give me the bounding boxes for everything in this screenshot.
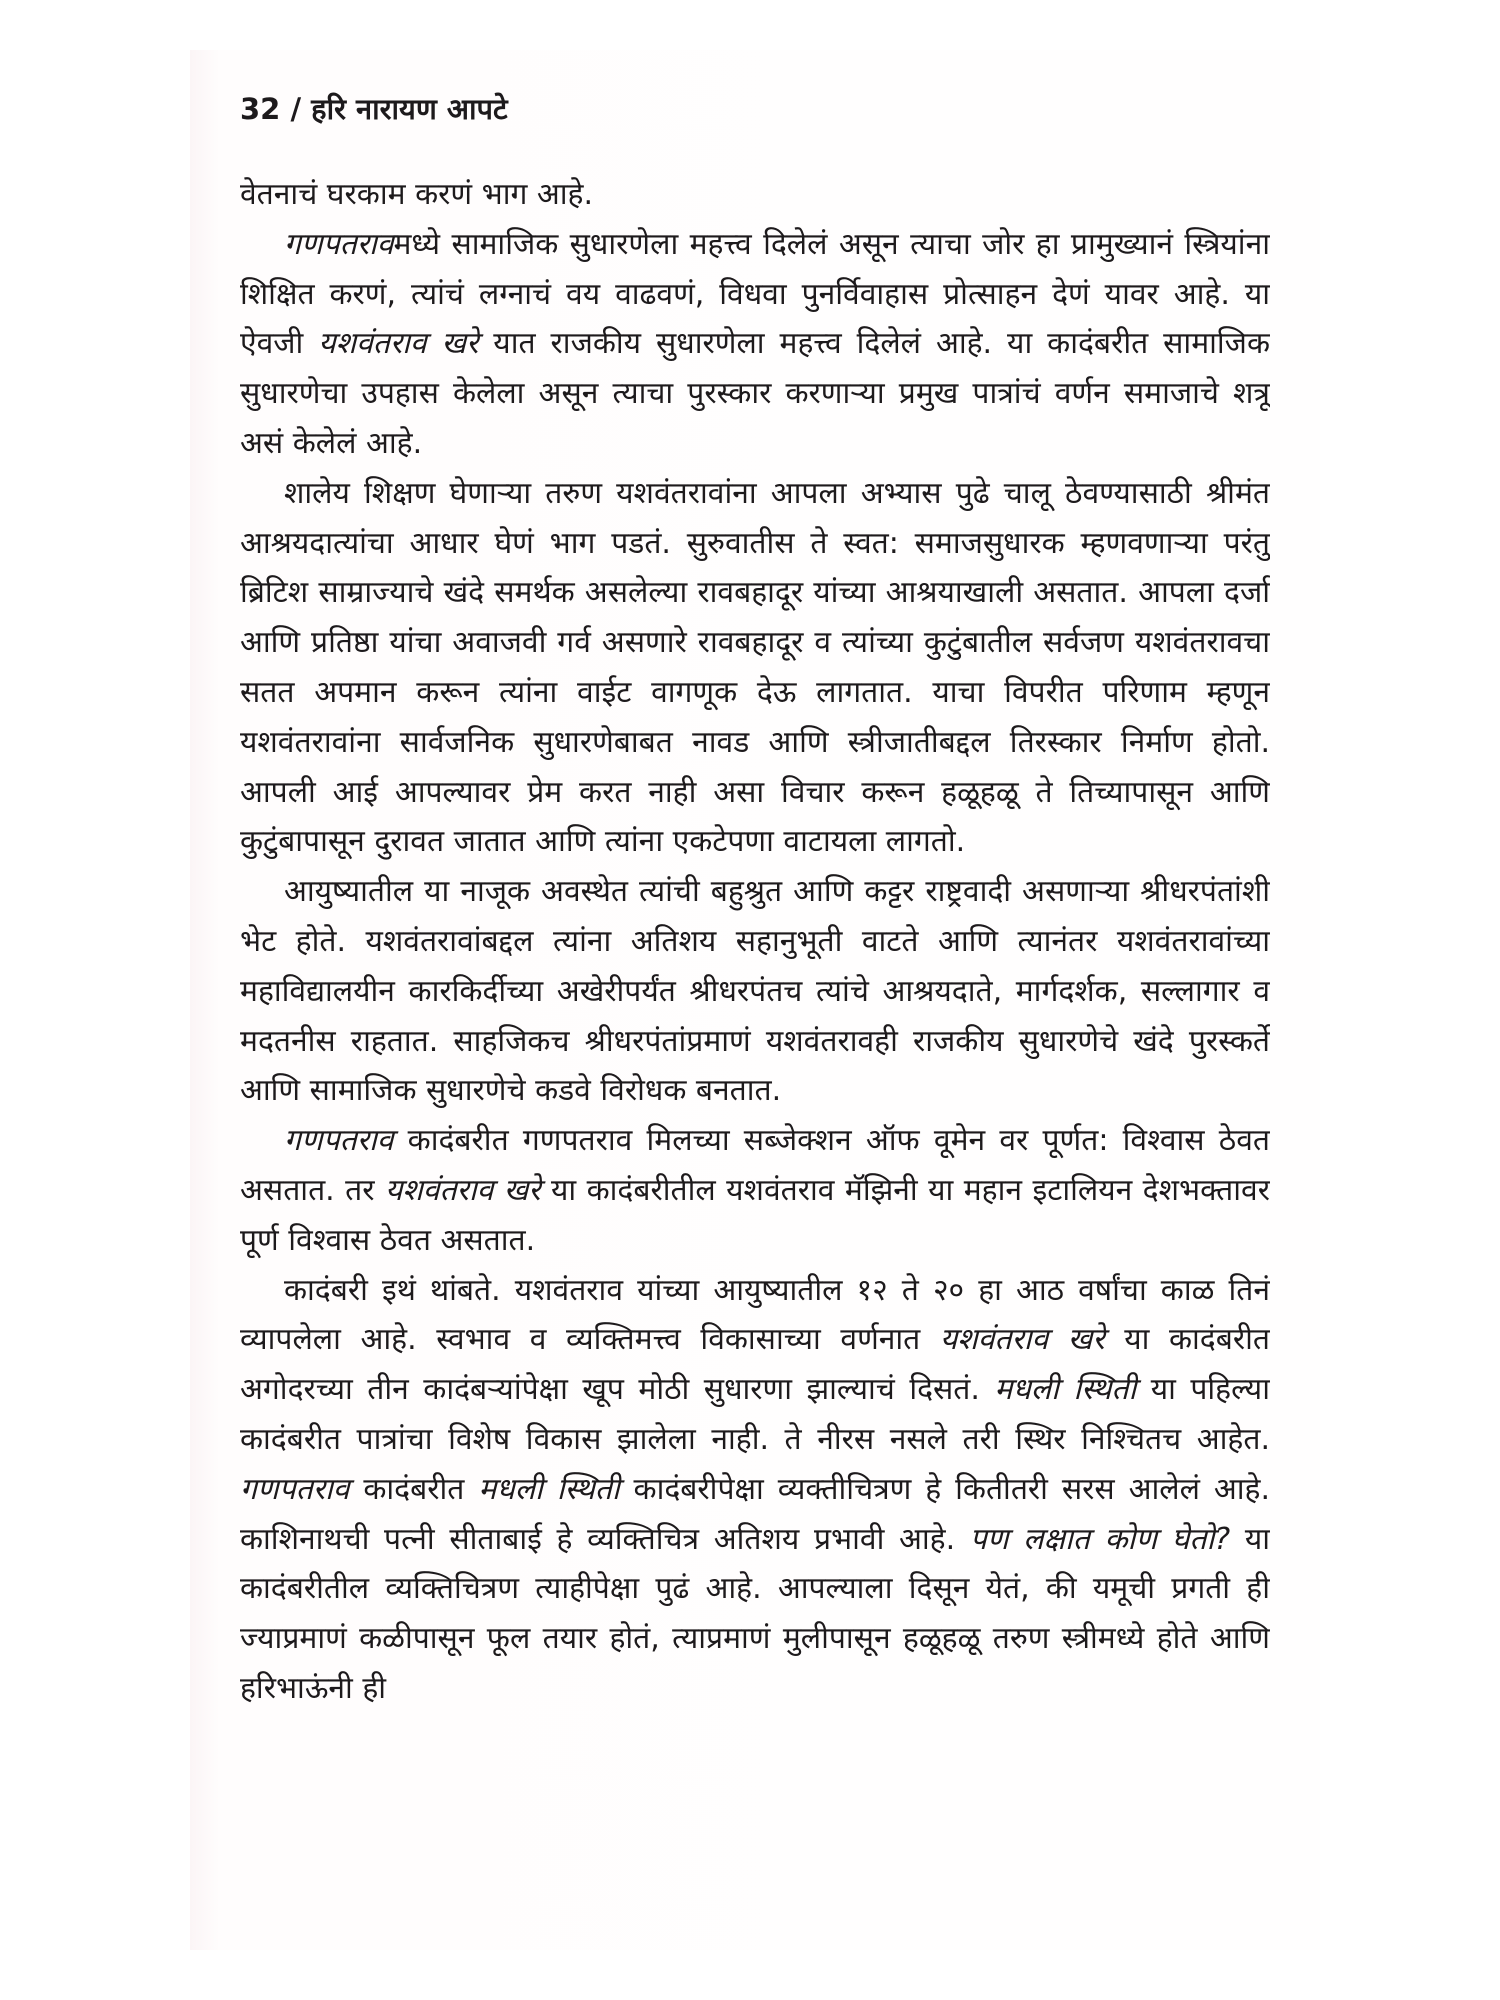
- paragraph-text: कादंबरीत गणपतराव मिलच्या सब्जेक्शन ऑफ वूमेन वर पूर्णत: विश्वास ठेवत असतात. तर: [240, 1123, 1270, 1208]
- page-number: 32: [240, 92, 281, 126]
- italic-title-text: पण लक्षात कोण घेतो?: [969, 1521, 1231, 1557]
- paragraph: [240, 1116, 1270, 1265]
- italic-title-text: गणपतराव: [240, 1471, 350, 1507]
- paragraph-text: कादंबरी इथं थांबते. यशवंतराव यांच्या आयुष्यातील १२ ते २० हा आठ वर्षांचा काळ तिनं व्यापलेला आहे. स्वभाव व व्यक्तिमत्त्व विकासाच्या वर्णनात: [240, 1272, 1270, 1358]
- paragraph-text: शालेय शिक्षण घेणाऱ्या तरुण यशवंतरावांना आपला अभ्यास पुढे चालू ठेवण्यासाठी श्रीमंत आश्रयदात्यांचा आधार घेणं भाग पडतं. सुरुवातीस ते स्वत: समाजसुधारक म्हणवणाऱ्या परंतु ब्रिटिश साम्राज्याचे खंदे समर्थक असलेल्या रावबहादूर यांच्या आश्रयाखाली असतात. आपला दर्जा आणि प्रतिष्ठा यांचा अवाजवी गर्व असणारे रावबहादूर व त्यांच्या कुटुंबातील सर्वजण यशवंतरावचा सतत अपमान करून त्यांना वाईट वागणूक देऊ लागतात. याचा विपरीत परिणाम म्हणून यशवंतरावांना सार्वजनिक सुधारणेबाबत नावड आणि स्त्रीजातीबद्दल तिरस्कार निर्माण होतो. आपली आई आपल्यावर प्रेम करत नाही असा विचार करून हळूहळू ते तिच्यापासून आणि कुटुंबापासून दुरावत जातात आणि त्यांना एकटेपणा वाटायला लागतो.: [240, 475, 1270, 860]
- italic-title-text: गणपतराव: [284, 226, 394, 262]
- paragraph-text: कादंबरीपेक्षा व्यक्तीचित्रण हे कितीतरी सरस आलेलं आहे. काशिनाथची पत्नी सीताबाई हे व्यक्तिचित्र अतिशय प्रभावी आहे.: [240, 1471, 1270, 1557]
- italic-title-text: मधली स्थिती: [478, 1471, 620, 1507]
- paragraph-text: या पहिल्या कादंबरीत पात्रांचा विशेष विकास झालेला नाही. ते नीरस नसले तरी स्थिर निश्चितच आहेत.: [240, 1372, 1270, 1457]
- book-page: [240, 92, 1270, 1932]
- paragraph-text: या कादंबरीतील व्यक्तिचित्रण त्याहीपेक्षा पुढं आहे. आपल्याला दिसून येतं, की यमूची प्रगती ही ज्याप्रमाणं कळीपासून फूल तयार होतं, त्याप्रमाणं मुलीपासून हळूहळू तरुण स्त्रीमध्ये होते आणि हरिभाऊंनी ही: [240, 1521, 1270, 1706]
- paragraph: [240, 170, 1270, 220]
- paragraph: [240, 220, 1270, 469]
- paragraph: [240, 469, 1270, 867]
- italic-title-text: गणपतराव: [284, 1123, 394, 1159]
- italic-title-text: यशवंतराव खरे: [384, 1172, 541, 1208]
- paragraph-text: वेतनाचं घरकाम करणं भाग आहे.: [240, 177, 594, 212]
- paragraph-text: यात राजकीय सुधारणेला महत्त्व दिलेलं आहे. या कादंबरीत सामाजिक सुधारणेचा उपहास केलेला असून त्याचा पुरस्कार करणाऱ्या प्रमुख पात्रांचं वर्णन समाजाचे शत्रू असं केलेलं आहे.: [240, 326, 1270, 461]
- paragraph-text: या कादंबरीतील यशवंतराव मॅझिनी या महान इटालियन देशभक्तावर पूर्ण विश्वास ठेवत असतात.: [240, 1172, 1270, 1258]
- italic-title-text: यशवंतराव खरे: [939, 1322, 1105, 1358]
- paragraph: [240, 1266, 1270, 1714]
- paragraph-text: मध्ये सामाजिक सुधारणेला महत्त्व दिलेलं असून त्याचा जोर हा प्रामुख्यानं स्त्रियांना शिक्षित करणं, त्यांचं लग्नाचं वय वाढवणं, विधवा पुनर्विवाहास प्रोत्साहन देणं यावर आहे. या ऐवजी: [240, 226, 1270, 362]
- body-text: [240, 170, 1270, 1714]
- paragraph-text: आयुष्यातील या नाजूक अवस्थेत त्यांची बहुश्रुत आणि कट्टर राष्ट्रवादी असणाऱ्या श्रीधरपंतांशी भेट होते. यशवंतरावांबद्दल त्यांना अतिशय सहानुभूती वाटते आणि त्यानंतर यशवंतरावांच्या महाविद्यालयीन कारकिर्दीच्या अखेरीपर्यंत श्रीधरपंतच त्यांचे आश्रयदाते, मार्गदर्शक, सल्लागार व मदतनीस राहतात. साहजिकच श्रीधरपंतांप्रमाणं यशवंतरावही राजकीय सुधारणेचे खंदे पुरस्कर्ते आणि सामाजिक सुधारणेचे कडवे विरोधक बनतात.: [240, 874, 1270, 1109]
- paragraph: [240, 867, 1270, 1116]
- header-separator: /: [290, 92, 302, 126]
- running-header: [240, 92, 1270, 126]
- running-title: हरि नारायण आपटे: [311, 92, 508, 126]
- paragraph-text: कादंबरीत: [349, 1471, 479, 1507]
- italic-title-text: मधली स्थिती: [994, 1372, 1137, 1408]
- paragraph-text: या कादंबरीत अगोदरच्या तीन कादंबऱ्यांपेक्षा खूप मोठी सुधारणा झाल्याचं दिसतं.: [240, 1322, 1270, 1408]
- italic-title-text: यशवंतराव खरे: [318, 326, 479, 362]
